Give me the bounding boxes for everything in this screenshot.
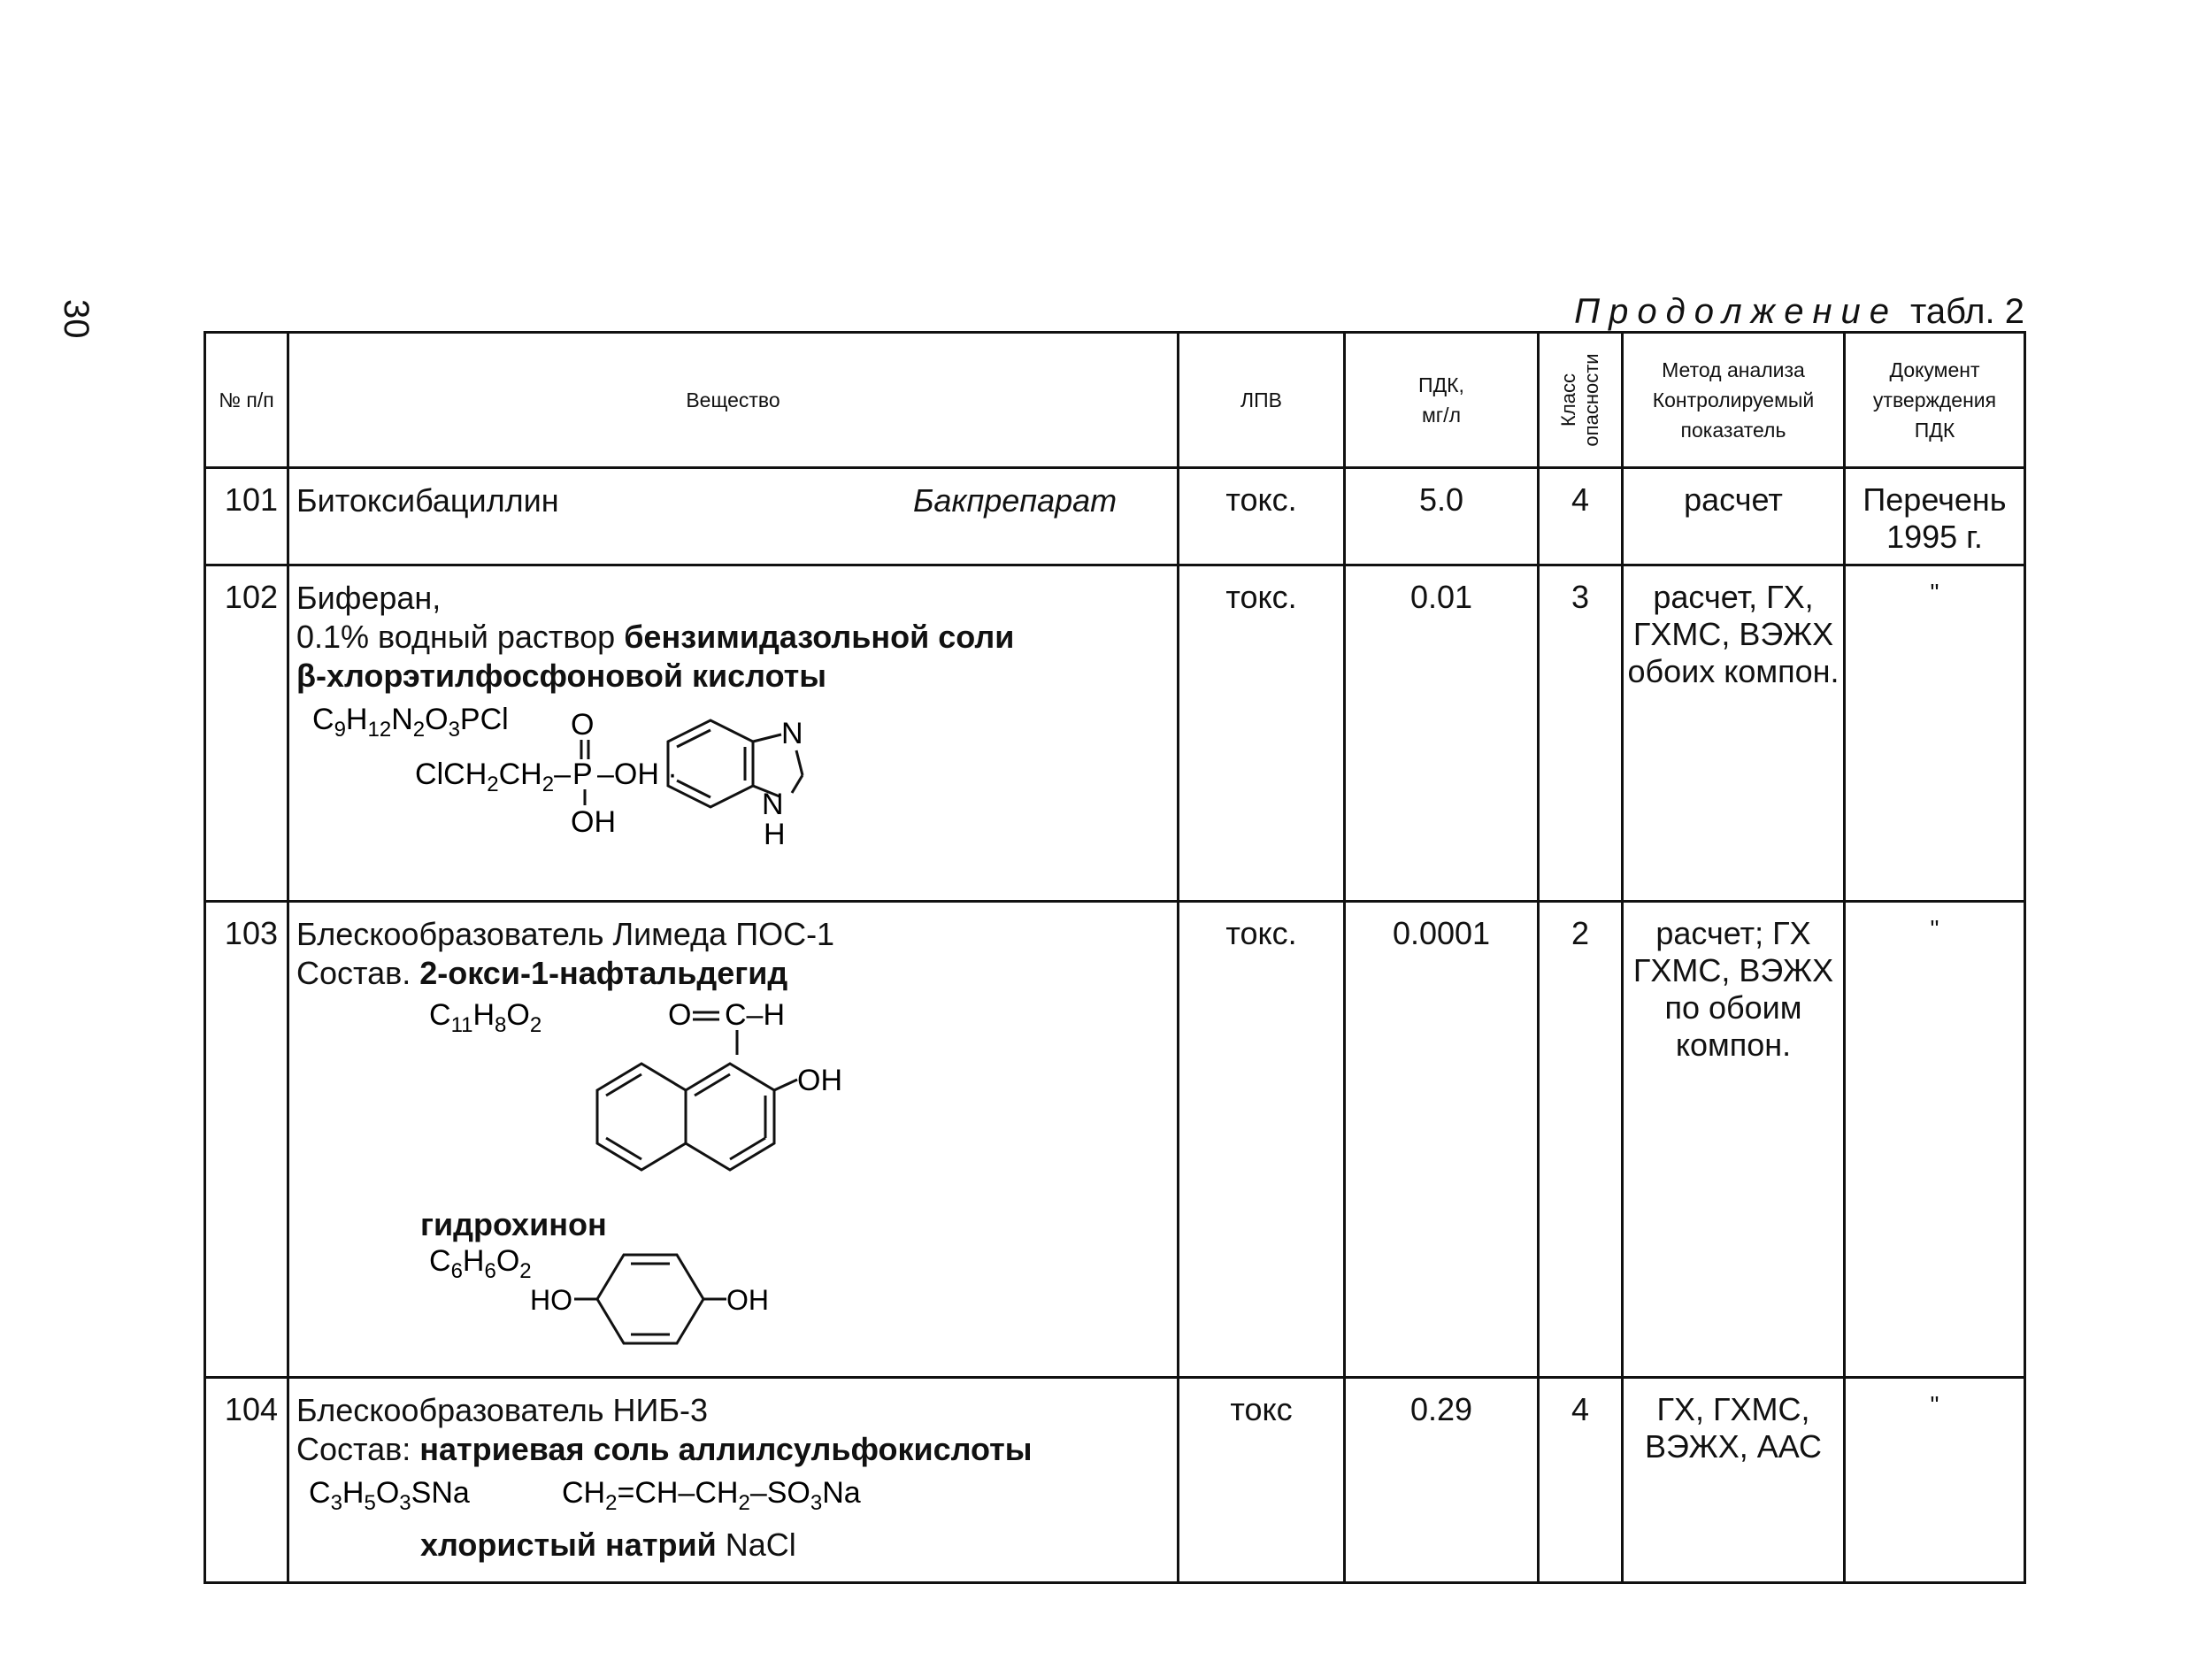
class-cell: 3 xyxy=(1539,565,1623,902)
structure-bifer-an xyxy=(296,696,1172,855)
svg-text:CH2=CH–CH2–SO3Na: $CH_2=CH-CH_2-SO_3Na$ xyxy=(562,1476,861,1515)
caption-table-ref: табл. 2 xyxy=(1909,292,2024,331)
table-row xyxy=(205,902,2025,1378)
substance-cell xyxy=(288,1378,1179,1583)
svg-text:H: H xyxy=(764,818,786,851)
pdk-cell: 0.0001 xyxy=(1345,902,1539,1378)
method-cell: расчет; ГХ ГХМС, ВЭЖХ по обоим компон. xyxy=(1623,902,1845,1378)
svg-text:OH: OH xyxy=(726,1284,769,1316)
pdk-cell: 0.01 xyxy=(1345,565,1539,902)
substance-desc: Состав: натриевая соль аллилсульфокислоты xyxy=(296,1431,1033,1467)
doc-cell: " xyxy=(1845,902,2025,1378)
lpv-cell: токс xyxy=(1179,1378,1345,1583)
substance-desc: Состав. 2-окси-1-нафтальдегид xyxy=(296,955,788,991)
doc-cell: Перечень 1995 г. xyxy=(1845,468,2025,565)
substance-2: хлористый натрий NaCl xyxy=(420,1526,796,1563)
substance-name: Биферан, xyxy=(296,580,442,616)
lpv-cell: токс. xyxy=(1179,468,1345,565)
svg-text:N: N xyxy=(762,788,784,821)
substance-name: Блескообразователь НИБ-3 xyxy=(296,1392,708,1428)
header-lpv: ЛПВ xyxy=(1179,333,1345,468)
row-number: 104 xyxy=(205,1378,288,1583)
table-row xyxy=(205,1378,2025,1583)
header-class: Класс опасности xyxy=(1539,333,1623,468)
table-caption xyxy=(1574,292,2024,332)
svg-text:OH: OH xyxy=(571,805,616,839)
svg-text:P: P xyxy=(572,757,593,791)
substance-cell xyxy=(288,902,1179,1378)
svg-text:OH: OH xyxy=(797,1064,842,1097)
row-number: 103 xyxy=(205,902,288,1378)
structure-allylsulfonate xyxy=(296,1469,1172,1517)
svg-text:N: N xyxy=(781,717,803,750)
svg-text:C11H8O2: $C_{11}H_8O_2$ xyxy=(429,998,542,1037)
header-row xyxy=(205,333,2025,468)
svg-text:C3H5O3SNa: $C_3H_5O_3SNa$ xyxy=(309,1476,470,1515)
row-number: 101 xyxy=(205,468,288,565)
header-doc: Документ утверждения ПДК xyxy=(1845,333,2025,468)
substance-name: Блескообразователь Лимеда ПОС-1 xyxy=(296,916,835,952)
svg-text:O: O xyxy=(571,708,595,742)
doc-cell: " xyxy=(1845,1378,2025,1583)
svg-text:C–H: C–H xyxy=(725,998,786,1032)
page-number: 30 xyxy=(57,299,96,339)
svg-text:ClCH2CH2–: $ClCH_2CH_2-$ xyxy=(415,757,571,796)
header-substance: Вещество xyxy=(288,333,1179,468)
header-method: Метод анализа Контролируемый показатель xyxy=(1623,333,1845,468)
class-cell: 2 xyxy=(1539,902,1623,1378)
substance-desc: 0.1% водный раствор бензимидазольной соли xyxy=(296,619,1015,655)
header-no: № п/п xyxy=(205,333,288,468)
method-cell: ГХ, ГХМС, ВЭЖХ, ААС xyxy=(1623,1378,1845,1583)
caption-continuation: Продолжение xyxy=(1574,292,1898,331)
lpv-cell: токс. xyxy=(1179,565,1345,902)
svg-text:C9H12N2O3PCl: $C_9H_{12}N_2O_3PCl$ xyxy=(312,703,509,742)
doc-cell: " xyxy=(1845,565,2025,902)
structure-hydroquinone xyxy=(296,1244,1172,1350)
substance-2-name: гидрохинон xyxy=(420,1206,607,1242)
method-cell: расчет xyxy=(1623,468,1845,565)
class-cell: 4 xyxy=(1539,1378,1623,1583)
table-row xyxy=(205,565,2025,902)
substances-table xyxy=(204,331,2026,1584)
table-row xyxy=(205,468,2025,565)
row-number: 102 xyxy=(205,565,288,902)
pdk-cell: 0.29 xyxy=(1345,1378,1539,1583)
pdk-cell: 5.0 xyxy=(1345,468,1539,565)
svg-text:HO: HO xyxy=(530,1284,572,1316)
substance-desc-2: β-хлорэтилфосфоновой кислоты xyxy=(296,657,827,694)
class-cell: 4 xyxy=(1539,468,1623,565)
structure-naphthaldehyde xyxy=(296,993,1172,1196)
svg-text:O: O xyxy=(668,998,692,1032)
substance-cell xyxy=(288,565,1179,902)
svg-text:–OH ·: –OH · xyxy=(597,757,678,791)
lpv-cell: токс. xyxy=(1179,902,1345,1378)
method-cell: расчет, ГХ, ГХМС, ВЭЖХ обоих компон. xyxy=(1623,565,1845,902)
substance-note: Бакпрепарат xyxy=(913,482,1118,519)
substance-cell xyxy=(288,468,1179,565)
header-pdk: ПДК, мг/л xyxy=(1345,333,1539,468)
substance-name: Битоксибациллин xyxy=(296,482,559,519)
svg-text:C6H6O2: $C_6H_6O_2$ xyxy=(429,1244,532,1283)
